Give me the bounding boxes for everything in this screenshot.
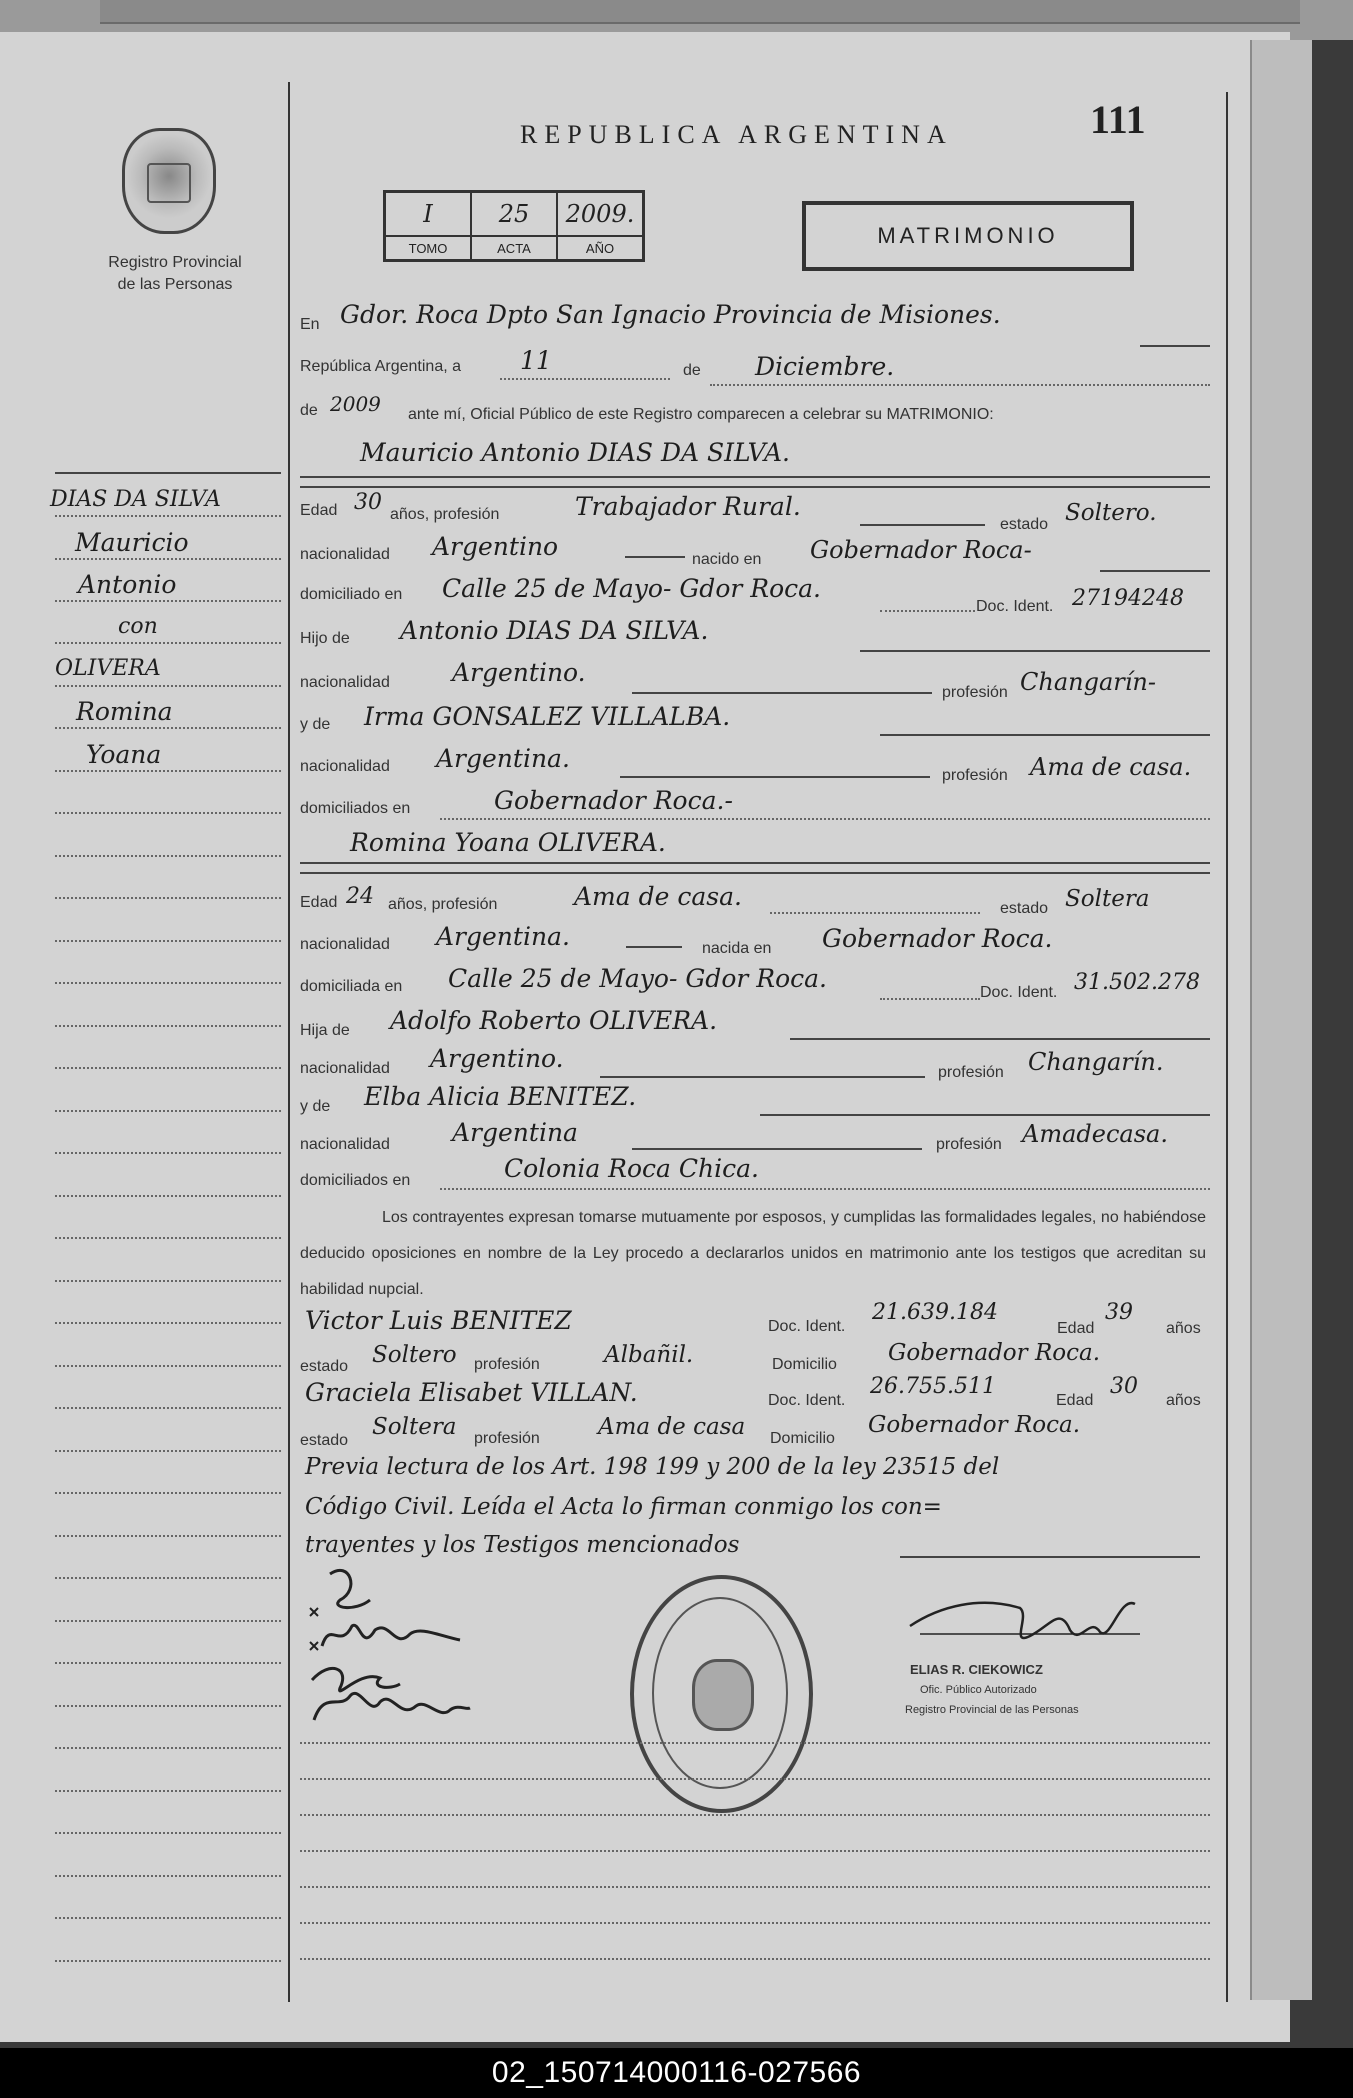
margin-dot-line [55, 1535, 281, 1537]
groom-hijo-label: Hijo de [300, 630, 350, 647]
groom-nacido-label: nacido en [692, 551, 762, 568]
bride-padre-value: Adolfo Roberto OLIVERA. [390, 1006, 718, 1035]
bride-doms-label: domiciliados en [300, 1172, 411, 1189]
witness-1-prof-label: profesión [474, 1356, 540, 1373]
witness-1-estado-value: Soltero [372, 1342, 457, 1368]
groom-doms-label: domiciliados en [300, 800, 411, 817]
witness-1-anos-label: años [1166, 1320, 1201, 1337]
margin-dot-line [55, 642, 281, 644]
bride-padre-prof-label: profesión [938, 1064, 1004, 1081]
witness-1-edad-value: 39 [1105, 1300, 1133, 1325]
year-de-label: de [300, 402, 318, 419]
witness-2-estado-label: estado [300, 1432, 349, 1449]
closing-line-1: Previa lectura de los Art. 198 199 y 200 de la ley 23515 del [305, 1454, 1000, 1480]
groom-yde-label: y de [300, 716, 331, 733]
margin-dot-line [55, 812, 281, 814]
groom-madre-nac-label: nacionalidad [300, 758, 390, 775]
margin-dot-line [55, 1577, 281, 1579]
ano-value: 2009. [557, 192, 644, 237]
margin-dot-line [55, 1280, 281, 1282]
groom-doms-dots [440, 818, 1210, 820]
margin-line-1: DIAS DA SILVA [50, 487, 221, 512]
groom-nac-label: nacionalidad [300, 546, 390, 563]
groom-edad-value: 30 [354, 490, 382, 515]
org-line-2: de las Personas [117, 276, 233, 293]
groom-doc-value: 27194248 [1072, 586, 1184, 611]
witness-2-dom-value: Gobernador Roca. [868, 1412, 1081, 1438]
bride-edad-label: Edad [300, 894, 338, 911]
margin-line-2: Mauricio [75, 528, 189, 557]
closing-rule [900, 1556, 1200, 1558]
groom-edad-label: Edad [300, 502, 338, 519]
bride-nac-rule [626, 946, 682, 948]
bride-doc-value: 31.502.278 [1074, 970, 1200, 995]
groom-padre-prof-value: Changarín- [1020, 668, 1156, 696]
margin-dot-line [55, 1747, 281, 1749]
witness-2-prof-value: Ama de casa [598, 1414, 746, 1440]
bride-name: Romina Yoana OLIVERA. [350, 828, 666, 857]
witness-1-dom-label: Domicilio [772, 1356, 837, 1373]
margin-dot-line [55, 1195, 281, 1197]
groom-madre-rule [880, 734, 1210, 736]
bride-dom-dots [880, 998, 980, 1000]
bride-nacida-label: nacida en [702, 940, 772, 957]
bride-dom-label: domiciliada en [300, 978, 403, 995]
margin-dot-line [55, 1322, 281, 1324]
official-signature-icon [900, 1586, 1150, 1666]
margin-dot-line [55, 1960, 281, 1962]
margin-dot-line [55, 685, 281, 687]
body-dot-line [300, 1958, 1210, 1960]
bride-profesion-value: Ama de casa. [574, 882, 742, 911]
bride-madre-nac-label: nacionalidad [300, 1136, 390, 1153]
bride-madre-prof-value: Amadecasa. [1022, 1120, 1168, 1148]
groom-padre-rule [860, 650, 1210, 652]
margin-dot-line [55, 1790, 281, 1792]
signatures-icon [300, 1560, 480, 1730]
bride-profesion-label: años, profesión [388, 896, 498, 913]
margin-rule-top [55, 472, 281, 474]
margin-dot-line [55, 558, 281, 560]
body-dot-line [300, 1778, 1210, 1780]
bride-madre-nac-rule [632, 1148, 922, 1150]
bride-padre-nac-label: nacionalidad [300, 1060, 390, 1077]
witness-2-edad-value: 30 [1110, 1374, 1138, 1399]
groom-madre-prof-label: profesión [942, 767, 1008, 784]
bride-doms-dots [440, 1188, 1210, 1190]
margin-dot-line [55, 1450, 281, 1452]
tomo-value: I [385, 192, 472, 237]
bride-nac-value: Argentina. [436, 922, 570, 951]
bride-dom-value: Calle 25 de Mayo- Gdor Roca. [448, 964, 827, 993]
official-name: ELIAS R. CIEKOWICZ [910, 1662, 1043, 1677]
witness-2-dom-label: Domicilio [770, 1430, 835, 1447]
margin-dot-line [55, 1832, 281, 1834]
witness-1-name: Victor Luis BENITEZ [305, 1306, 572, 1335]
groom-padre-nac-label: nacionalidad [300, 674, 390, 691]
body-dot-line [300, 1886, 1210, 1888]
declaration-text: Los contrayentes expresan tomarse mutuamente por esposos, y cumplidas las formalidades legales, no habiéndose deducido oposiciones en nombre de la Ley procedo a declararlos unidos en matrimonio ante los testigos que acreditan su habilidad nupcial. [300, 1209, 1206, 1298]
margin-dot-line [55, 515, 281, 517]
margin-dot-line [55, 1620, 281, 1622]
tomo-label: TOMO [385, 236, 472, 261]
margin-dot-line [55, 1407, 281, 1409]
groom-nac-rule [625, 556, 685, 558]
closing-line-3: trayentes y los Testigos mencionados [305, 1532, 740, 1558]
witness-2-anos-label: años [1166, 1392, 1201, 1409]
groom-dom-dots [880, 610, 975, 612]
bride-padres-dom-value: Colonia Roca Chica. [504, 1154, 759, 1183]
witness-2-estado-value: Soltera [372, 1414, 457, 1440]
month-dots [710, 384, 1210, 386]
groom-section-rule [300, 486, 1210, 488]
groom-estado-value: Soltero. [1065, 500, 1157, 526]
bride-hija-label: Hija de [300, 1022, 350, 1039]
groom-madre-prof-value: Ama de casa. [1030, 753, 1192, 781]
witness-1-dom-value: Gobernador Roca. [888, 1340, 1101, 1366]
margin-dot-line [55, 1152, 281, 1154]
witness-1-estado-label: estado [300, 1358, 349, 1375]
witness-2-name: Graciela Elisabet VILLAN. [305, 1378, 638, 1407]
margin-dot-line [55, 1025, 281, 1027]
stamp-emblem [692, 1659, 754, 1731]
margin-dot-line [55, 982, 281, 984]
bride-madre-nac-value: Argentina [452, 1118, 578, 1147]
witness-1-doc-value: 21.639.184 [872, 1300, 998, 1325]
bride-padre-rule [790, 1038, 1210, 1040]
witness-2-prof-label: profesión [474, 1430, 540, 1447]
groom-padres-dom-value: Gobernador Roca.- [494, 786, 733, 815]
witness-2-doc-label: Doc. Ident. [768, 1392, 846, 1409]
left-divider [288, 82, 290, 2002]
year-value: 2009 [330, 392, 381, 416]
groom-profesion-label: años, profesión [390, 506, 500, 523]
margin-dot-line [55, 855, 281, 857]
day-dots [500, 378, 670, 380]
bride-estado-label: estado [1000, 900, 1049, 917]
groom-padre-value: Antonio DIAS DA SILVA. [400, 616, 709, 645]
acta-label: ACTA [471, 236, 557, 261]
margin-dot-line [55, 1917, 281, 1919]
groom-dom-label: domiciliado en [300, 586, 403, 603]
image-id-footer: 02_150714000116-027566 [0, 2048, 1353, 2098]
republica-label: República Argentina, a [300, 358, 461, 375]
margin-dot-line [55, 727, 281, 729]
witness-1-doc-label: Doc. Ident. [768, 1318, 846, 1335]
place-value: Gdor. Roca Dpto San Ignacio Provincia de Misiones. [340, 300, 1001, 329]
bride-madre-value: Elba Alicia BENITEZ. [364, 1082, 637, 1111]
margin-dot-line [55, 1110, 281, 1112]
margin-line-5: OLIVERA [55, 656, 161, 681]
groom-dom-value: Calle 25 de Mayo- Gdor Roca. [442, 574, 821, 603]
groom-profesion-rule [860, 524, 985, 526]
margin-dot-line [55, 1492, 281, 1494]
margin-dot-line [55, 770, 281, 772]
margin-line-7: Yoana [86, 740, 162, 769]
official-title: Ofic. Público Autorizado [920, 1684, 1037, 1696]
bride-padre-nac-rule [600, 1076, 925, 1078]
org-name [70, 252, 280, 296]
margin-dot-line [55, 600, 281, 602]
groom-name: Mauricio Antonio DIAS DA SILVA. [360, 438, 790, 467]
closing-line-2: Código Civil. Leída el Acta lo firman conmigo los con= [305, 1494, 942, 1520]
margin-dot-line [55, 897, 281, 899]
margin-line-3: Antonio [78, 570, 177, 599]
bride-padre-prof-value: Changarín. [1028, 1048, 1164, 1076]
page-edge [1250, 40, 1312, 2000]
bride-padre-nac-value: Argentino. [430, 1044, 564, 1073]
groom-padre-nac-value: Argentino. [452, 658, 586, 687]
day-value: 11 [520, 346, 552, 375]
witness-2-doc-value: 26.755.511 [870, 1374, 996, 1399]
margin-dot-line [55, 1365, 281, 1367]
groom-madre-nac-rule [620, 776, 930, 778]
de-label: de [683, 362, 701, 379]
body-dot-line [300, 1742, 1210, 1744]
margin-dot-line [55, 1237, 281, 1239]
right-divider [1226, 92, 1228, 2002]
registry-box [383, 190, 645, 262]
groom-nacido-rule [1100, 570, 1210, 572]
page-number: 111 [1090, 97, 1146, 142]
bride-yde-label: y de [300, 1098, 331, 1115]
groom-padre-nac-rule [632, 692, 932, 694]
official-office: Registro Provincial de las Personas [905, 1704, 1079, 1716]
bride-madre-prof-label: profesión [936, 1136, 1002, 1153]
acta-value: 25 [471, 192, 557, 237]
bride-estado-value: Soltera [1065, 886, 1150, 912]
margin-dot-line [55, 1705, 281, 1707]
org-line-1: Registro Provincial [108, 254, 242, 271]
bride-doc-label: Doc. Ident. [980, 984, 1058, 1001]
bride-name-rule [300, 862, 1210, 864]
groom-padre-prof-label: profesión [942, 684, 1008, 701]
bride-madre-rule [760, 1114, 1210, 1116]
body-dot-line [300, 1850, 1210, 1852]
intro-text: ante mí, Oficial Público de este Registro comparecen a celebrar su MATRIMONIO: [408, 406, 994, 423]
groom-name-rule [300, 476, 1210, 478]
en-label: En [300, 316, 320, 333]
body-dot-line [300, 1922, 1210, 1924]
witness-2-edad-label: Edad [1056, 1392, 1094, 1409]
bride-section-rule [300, 872, 1210, 874]
bride-profesion-dots [770, 912, 980, 914]
body-dot-line [300, 1814, 1210, 1816]
ano-label: AÑO [557, 236, 644, 261]
groom-madre-nac-value: Argentina. [436, 744, 570, 773]
witness-1-edad-label: Edad [1057, 1320, 1095, 1337]
margin-dot-line [55, 940, 281, 942]
margin-line-4: con [118, 614, 158, 639]
bride-nac-label: nacionalidad [300, 936, 390, 953]
bride-edad-value: 24 [346, 884, 374, 909]
book-fold [100, 0, 1300, 24]
groom-nac-value: Argentino [432, 532, 559, 561]
groom-nacido-value: Gobernador Roca- [810, 536, 1032, 564]
bride-nacida-value: Gobernador Roca. [822, 924, 1053, 953]
document-type-box: MATRIMONIO [802, 201, 1134, 271]
margin-dot-line [55, 1662, 281, 1664]
margin-dot-line [55, 1067, 281, 1069]
provincial-seal-icon [122, 128, 216, 234]
month-value: Diciembre. [755, 352, 895, 381]
witness-1-prof-value: Albañil. [604, 1342, 694, 1368]
groom-doc-label: Doc. Ident. [976, 598, 1054, 615]
margin-line-6: Romina [76, 697, 173, 726]
place-rule [1140, 345, 1210, 347]
margin-dot-line [55, 1875, 281, 1877]
groom-estado-label: estado [1000, 516, 1049, 533]
groom-madre-value: Irma GONSALEZ VILLALBA. [364, 702, 731, 731]
groom-profesion-value: Trabajador Rural. [575, 492, 801, 521]
country-title: REPUBLICA ARGENTINA [520, 120, 953, 149]
